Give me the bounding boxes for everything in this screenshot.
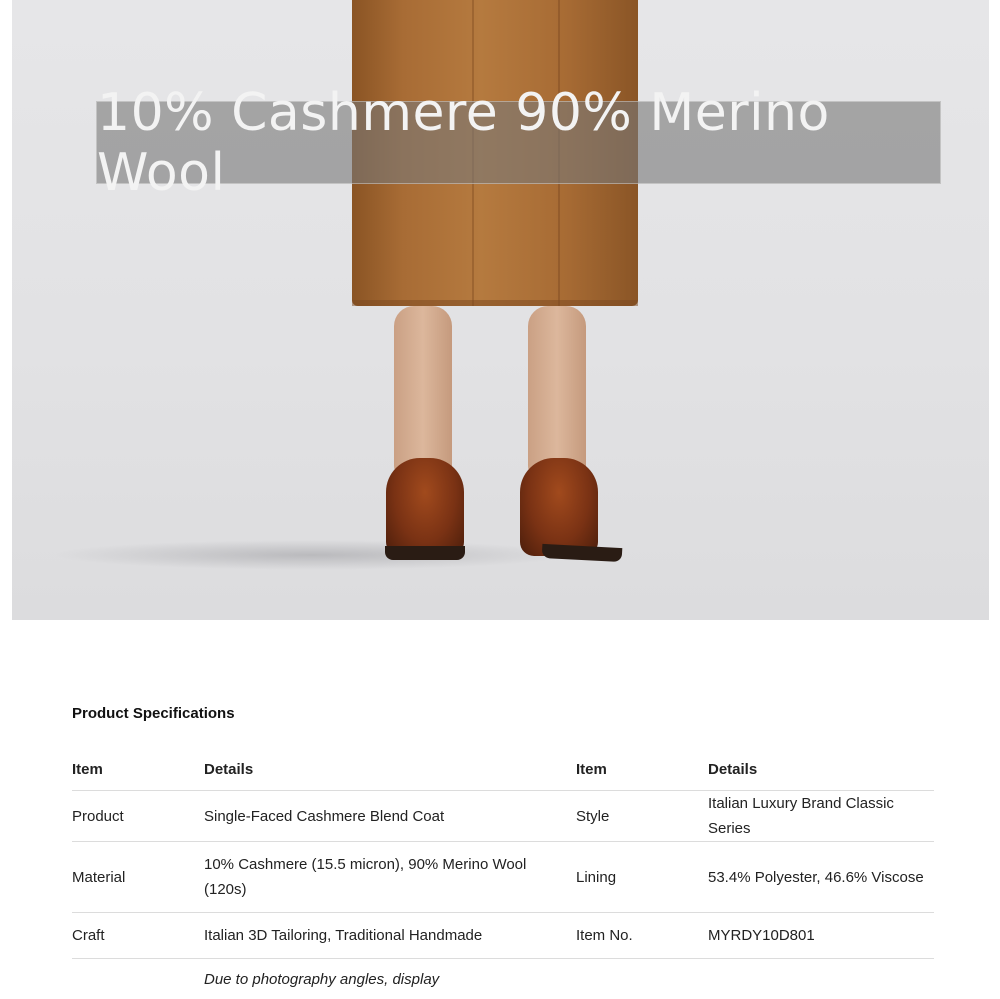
material-banner-text: 10% Cashmere 90% Merino Wool xyxy=(97,83,940,203)
spec-value: MYRDY10D801 xyxy=(708,913,934,959)
spec-value: 53.4% Polyester, 46.6% Viscose xyxy=(708,842,934,913)
table-row xyxy=(72,913,934,959)
product-specifications xyxy=(72,705,934,723)
spec-value: 10% Cashmere (15.5 micron), 90% Merino Wool (120s) xyxy=(204,842,576,913)
material-banner xyxy=(96,101,941,184)
right-shoe xyxy=(520,458,598,556)
spec-label: Lining xyxy=(576,842,708,913)
specs-title: Product Specifications xyxy=(72,705,934,723)
table-row xyxy=(72,842,934,913)
spec-value: Italian 3D Tailoring, Traditional Handmade xyxy=(204,913,576,959)
left-shoe xyxy=(386,458,464,556)
header-details: Details xyxy=(204,748,576,791)
disclaimer-note: Due to photography angles, display xyxy=(204,959,934,999)
header-item: Item xyxy=(72,748,204,791)
left-shoe-sole xyxy=(385,546,465,560)
header-item-2: Item xyxy=(576,748,708,791)
specs-header-row xyxy=(72,748,934,791)
table-row xyxy=(72,791,934,842)
header-details-2: Details xyxy=(708,748,934,791)
specs-table xyxy=(72,748,934,999)
right-leg xyxy=(528,306,586,476)
spec-label: Craft xyxy=(72,913,204,959)
spec-label: Style xyxy=(576,791,708,842)
spec-label: Product xyxy=(72,791,204,842)
spec-label: Material xyxy=(72,842,204,913)
spec-label: Item No. xyxy=(576,913,708,959)
spec-value: Single-Faced Cashmere Blend Coat xyxy=(204,791,576,842)
table-row xyxy=(72,959,934,999)
spec-value: Italian Luxury Brand Classic Series xyxy=(708,791,934,842)
left-leg xyxy=(394,306,452,476)
product-photo xyxy=(12,0,989,620)
floor-shadow xyxy=(52,540,572,570)
